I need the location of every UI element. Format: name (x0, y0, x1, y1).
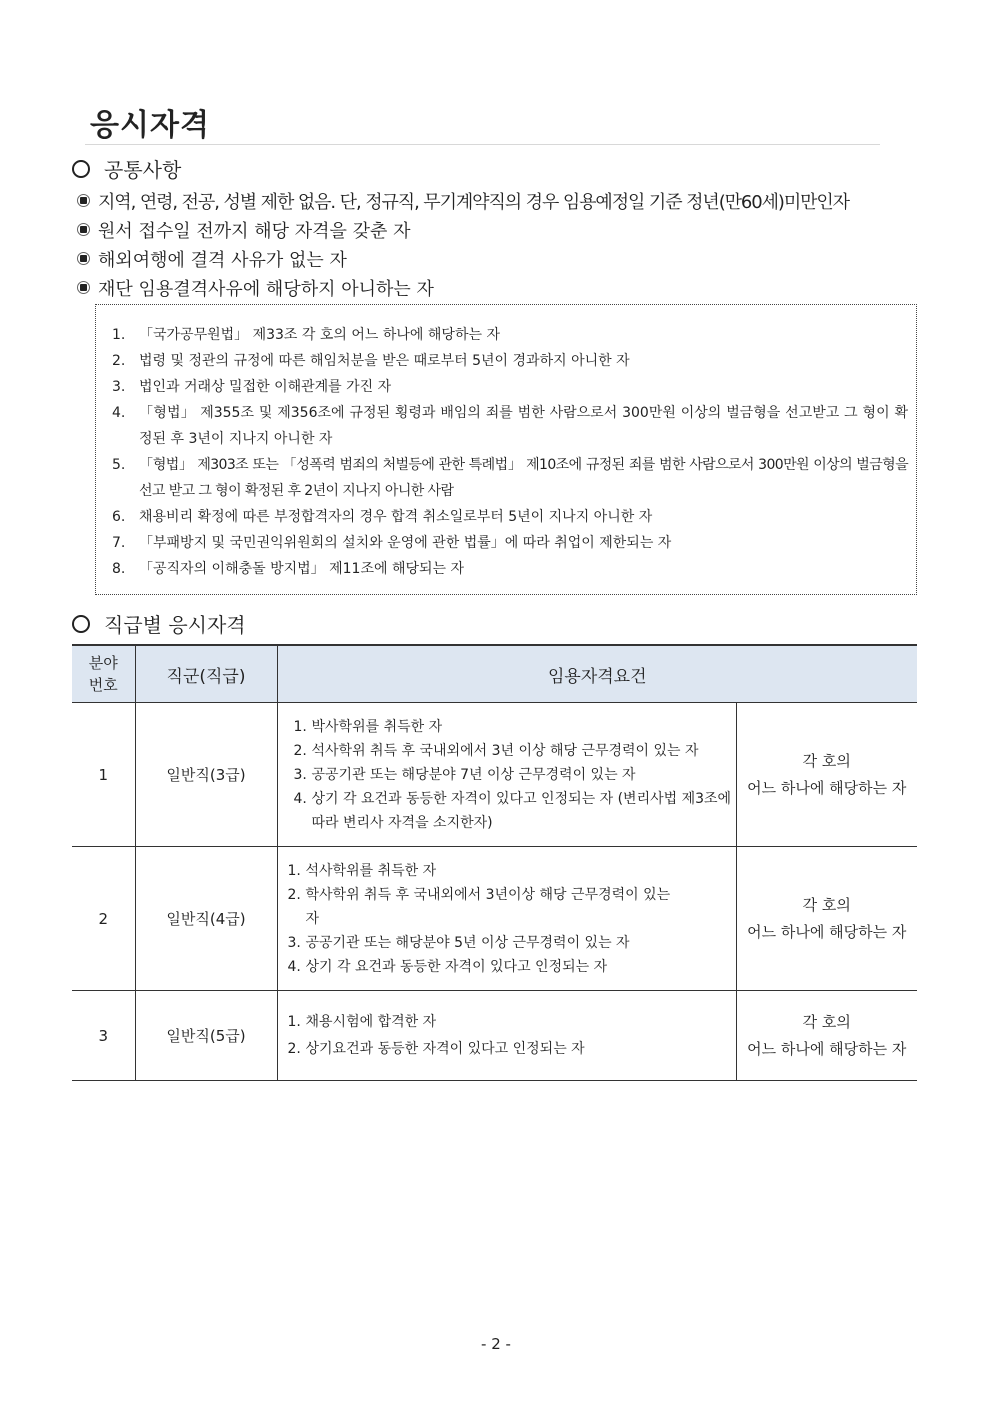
requirement-item: 4. 상기 각 요건과 동등한 자격이 있다고 인정되는 자 (287, 958, 608, 975)
section-heading-text: 공통사항 (104, 158, 182, 182)
requirement-item: 3. 공공기관 또는 해당분야 5년 이상 근무경력이 있는 자 (287, 934, 630, 951)
cell-requirements (277, 703, 736, 847)
section-heading-text: 직급별 응시자격 (104, 613, 246, 637)
list-item: 해외여행에 결격 사유가 없는 자 (80, 244, 849, 273)
bullet-icon (80, 226, 87, 233)
requirement-item: 1. 박사학위를 취득한 자 (293, 718, 443, 735)
list-item: 3. 법인과 거래상 밀접한 이해관계를 가진 자 (112, 379, 392, 395)
list-item: 1. 「국가공무원법」 제33조 각 호의 어느 하나에 해당하는 자 (112, 327, 500, 343)
bullet-icon (80, 255, 87, 262)
disqualification-list (112, 322, 908, 582)
bullet-icon (80, 284, 87, 291)
cell-field-no: 3 (72, 991, 135, 1081)
list-item: 7. 「부패방지 및 국민권익위원회의 설치와 운영에 관한 법률」에 따라 취업이 제한되는 자 (112, 535, 672, 551)
requirement-item: 1. 석사학위를 취득한 자 (287, 862, 437, 879)
cell-grade: 일반직(3급) (135, 703, 277, 847)
section-heading-common (72, 154, 181, 183)
cell-field-no: 2 (72, 847, 135, 991)
cell-requirements (277, 991, 736, 1081)
requirement-item: 2. 학사학위 취득 후 국내외에서 3년이상 해당 근무경력이 있는자 (287, 886, 671, 927)
cell-requirements (277, 847, 736, 991)
header-requirements: 임용자격요건 (277, 645, 917, 703)
common-requirements-list (80, 186, 849, 302)
cell-grade: 일반직(4급) (135, 847, 277, 991)
qualification-table (72, 644, 917, 1081)
cell-grade: 일반직(5급) (135, 991, 277, 1081)
requirement-item: 2. 상기요건과 동등한 자격이 있다고 인정되는 자 (287, 1040, 585, 1057)
table-header-row (72, 645, 917, 703)
table-row (72, 991, 917, 1081)
header-grade: 직군(직급) (135, 645, 277, 703)
bullet-icon (80, 197, 87, 204)
list-item: 4. 「형법」 제355조 및 제356조에 규정된 횡령과 배임의 죄를 범한 사람으로서 300만원 이상의 벌금형을 선고받고 그 형이 확정된 후 3년이 지나지 아니한 자 (112, 405, 908, 447)
header-field-no: 분야 번호 (72, 645, 135, 703)
section-heading-grade (72, 609, 246, 638)
circle-bullet-icon (72, 160, 90, 178)
cell-field-no: 1 (72, 703, 135, 847)
page-number: - 2 - (481, 1335, 511, 1353)
list-item: 재단 임용결격사유에 해당하지 아니하는 자 (80, 273, 849, 302)
list-item: 5. 「형법」 제303조 또는 「성폭력 범죄의 처벌등에 관한 특례법」 제10조에 규정된 죄를 범한 사람으로서 300만원 이상의 벌금형을 선고 받고 그 형이 확정된 후 2년이 지나지 아니한 사람 (112, 457, 908, 499)
table-row (72, 703, 917, 847)
list-item: 원서 접수일 전까지 해당 자격을 갖춘 자 (80, 215, 849, 244)
list-item: 2. 법령 및 정관의 규정에 따른 해임처분을 받은 때로부터 5년이 경과하지 아니한 자 (112, 353, 630, 369)
requirement-item: 1. 채용시험에 합격한 자 (287, 1013, 437, 1030)
page-title: 응시자격 (90, 108, 210, 143)
title-divider (85, 144, 880, 145)
cell-note: 각 호의 어느 하나에 해당하는 자 (736, 703, 917, 847)
list-item: 지역, 연령, 전공, 성별 제한 없음. 단, 정규직, 무기계약직의 경우 임용예정일 기준 정년(만60세)미만인자 (80, 186, 849, 215)
cell-note: 각 호의 어느 하나에 해당하는 자 (736, 991, 917, 1081)
list-item: 8. 「공직자의 이해충돌 방지법」 제11조에 해당되는 자 (112, 561, 465, 577)
list-item: 6. 채용비리 확정에 따른 부정합격자의 경우 합격 취소일로부터 5년이 지나지 아니한 자 (112, 509, 653, 525)
requirement-item: 2. 석사학위 취득 후 국내외에서 3년 이상 해당 근무경력이 있는 자 (293, 742, 699, 759)
table-row (72, 847, 917, 991)
cell-note: 각 호의 어느 하나에 해당하는 자 (736, 847, 917, 991)
requirement-item: 4. 상기 각 요건과 동등한 자격이 있다고 인정되는 자 (변리사법 제3조에 따라 변리사 자격을 소지한자) (293, 790, 732, 831)
circle-bullet-icon (72, 615, 90, 633)
requirement-item: 3. 공공기관 또는 해당분야 7년 이상 근무경력이 있는 자 (293, 766, 636, 783)
